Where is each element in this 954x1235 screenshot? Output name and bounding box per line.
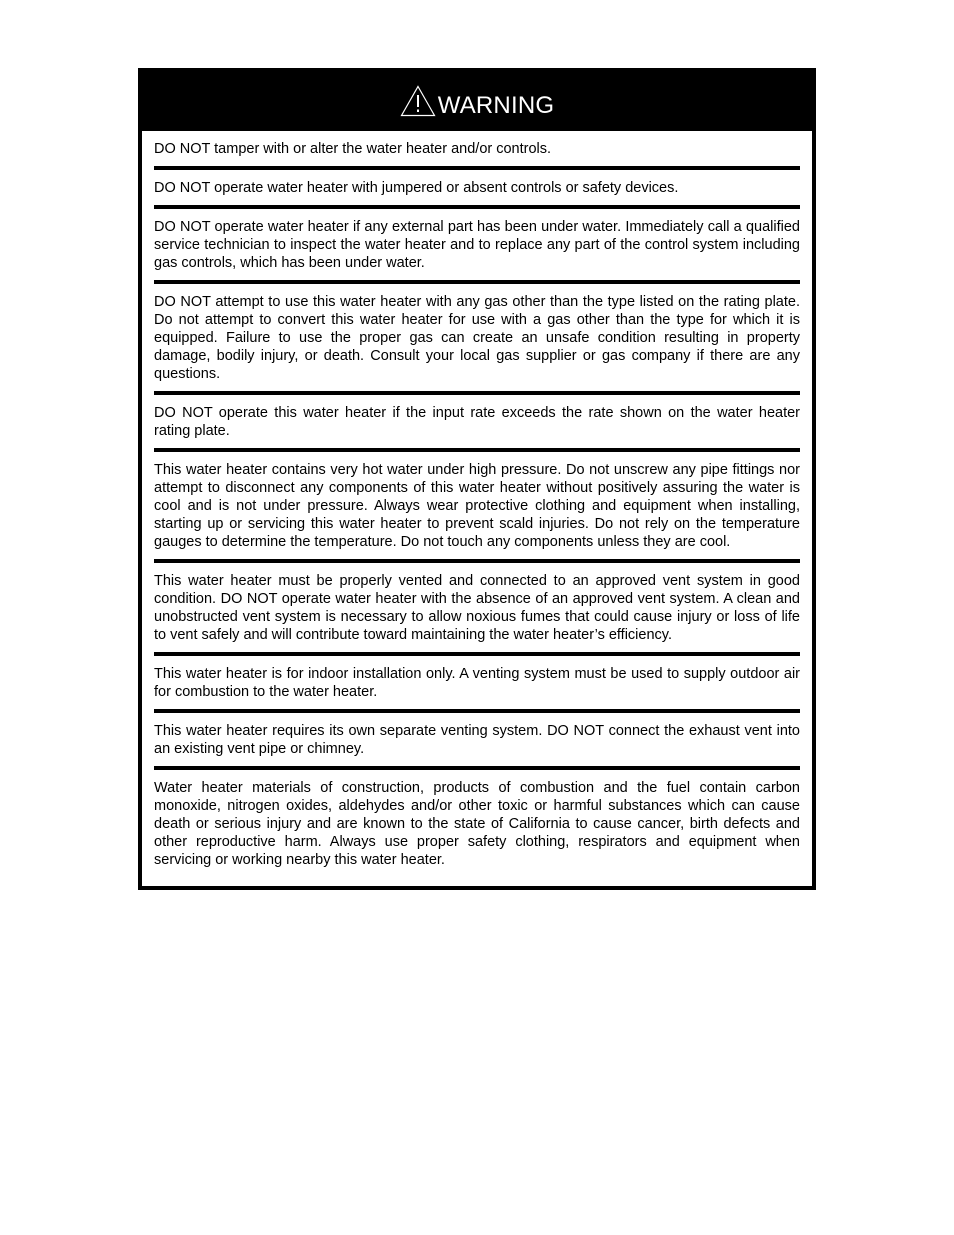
warning-header — [138, 68, 816, 131]
warning-items — [142, 131, 812, 877]
warning-item: DO NOT operate water heater with jumpered or absent controls or safety devices. — [154, 170, 800, 209]
warning-item: Water heater materials of construction, products of combustion and the fuel contain carbon monoxide, nitrogen oxides, aldehydes and/or other toxic or harmful substances which can cause death or serious injury and are known to the state of California to cause cancer, birth defects and other reproductive harm. Always use proper safety clothing, respirators and equipment when servicing or working nearby this water heater. — [154, 780, 800, 868]
warning-item: DO NOT operate this water heater if the input rate exceeds the rate shown on the water heater rating plate. — [154, 395, 800, 452]
warning-item: DO NOT attempt to use this water heater with any gas other than the type listed on the rating plate. Do not attempt to convert this water heater for use with a gas other than the type for which it is equipped. Failure to use the proper gas can create an unsafe condition resulting in property damage, bodily injury, or death. Consult your local gas supplier or gas company if there are any questions. — [154, 284, 800, 395]
warning-triangle-icon — [400, 85, 436, 117]
warning-item: This water heater contains very hot water under high pressure. Do not unscrew any pipe fittings nor attempt to disconnect any components of this water heater without positively assuring the water is cool and is not under pressure. Always wear protective clothing and equipment when installing, starting up or servicing this water heater to prevent scald injuries. Do not rely on the temperature gauges to determine the temperature. Do not touch any components unless they are cool. — [154, 452, 800, 563]
warning-label: WARNING — [437, 91, 555, 119]
warning-item: DO NOT operate water heater if any external part has been under water. Immediately call a qualified service technician to inspect the water heater and to replace any part of the control system including gas controls, which has been under water. — [154, 209, 800, 284]
warning-item: DO NOT tamper with or alter the water heater and/or controls. — [154, 131, 800, 170]
warning-item: This water heater must be properly vented and connected to an approved vent system in good condition. DO NOT operate water heater with the absence of an approved vent system. A clean and unobstructed vent system is necessary to allow noxious fumes that could cause injury or loss of life to vent safely and will contribute toward maintaining the water heater’s efficiency. — [154, 563, 800, 656]
warning-box — [138, 68, 816, 890]
warning-item: This water heater requires its own separate venting system. DO NOT connect the exhaust vent into an existing vent pipe or chimney. — [154, 713, 800, 770]
warning-item: This water heater is for indoor installation only. A venting system must be used to supply outdoor air for combustion to the water heater. — [154, 656, 800, 713]
warning-title — [400, 85, 555, 120]
